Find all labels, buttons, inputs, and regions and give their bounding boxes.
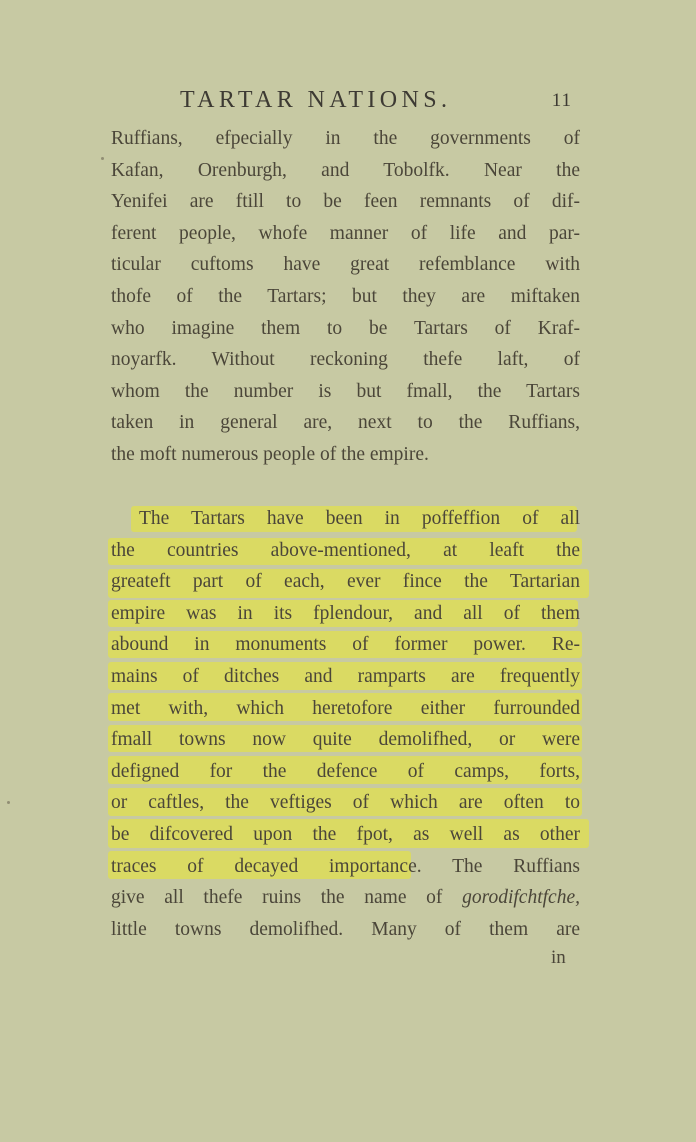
paragraph-1-line: taken in general are, next to the Ruffians, [111,412,580,434]
paragraph-1-line: Ruffians, efpecially in the governments of [111,128,580,149]
paragraph-1-line: noyarfk. Without reckoning thefe laft, of [111,349,580,371]
paragraph-2-line: be difcovered upon the fpot, as well as other [111,823,580,845]
paragraph-2-line: fmall towns now quite demolifhed, or were [111,729,580,751]
paragraph-1-line: Yenifei are ftill to be feen remnants of dif- [111,191,580,213]
paragraph-1-line: ferent people, whofe manner of life and par- [111,222,580,244]
paragraph-2 [111,503,580,945]
margin-speck [7,801,10,804]
paragraph-1-line: Kafan, Orenburgh, and Tobolfk. Near the [111,159,580,181]
paragraph-2-line: met with, which heretofore either furrounded [111,697,580,719]
line-13-text: give all thefe ruins the name of [111,887,443,909]
paragraph-2-line-14: little towns demolifhed. Many of them are [111,918,580,940]
paragraph-2-line: or caftles, the veftiges of which are often to [111,792,580,814]
paragraph-2-line: empire was in its fplendour, and all of them [111,602,580,624]
paragraph-1-line: whom the number is but fmall, the Tartars [111,380,580,402]
margin-speck [101,157,104,160]
paragraph-2-line: the countries above-mentioned, at leaft the [111,539,580,561]
paragraph-1-line: thofe of the Tartars; but they are miftaken [111,285,580,307]
paragraph-1 [111,123,580,471]
paragraph-2-line: mains of ditches and ramparts are frequently [111,665,580,687]
paragraph-1-line: the moft numerous people of the empire. [111,443,429,465]
paragraph-2-line: defigned for the defence of camps, forts, [111,760,580,782]
paragraph-2-line: greateft part of each, ever fince the Tartarian [111,571,580,593]
catchword: in [551,947,566,968]
paragraph-2-line: traces of decayed importance. The Ruffians [111,855,580,877]
paragraph-1-line: ticular cuftoms have great refemblance with [111,254,580,276]
italic-foreign-word: gorodifchtfche, [462,887,580,909]
paragraph-1-line: who imagine them to be Tartars of Kraf- [111,317,580,339]
paragraph-2-line: The Tartars have been in poffeffion of all [139,508,580,529]
paragraph-2-line: abound in monuments of former power. Re- [111,634,580,656]
page-number: 11 [551,90,572,111]
running-head [180,86,570,114]
paragraph-2-line-13 [111,882,580,914]
running-head-title: TARTAR NATIONS. [180,87,452,113]
